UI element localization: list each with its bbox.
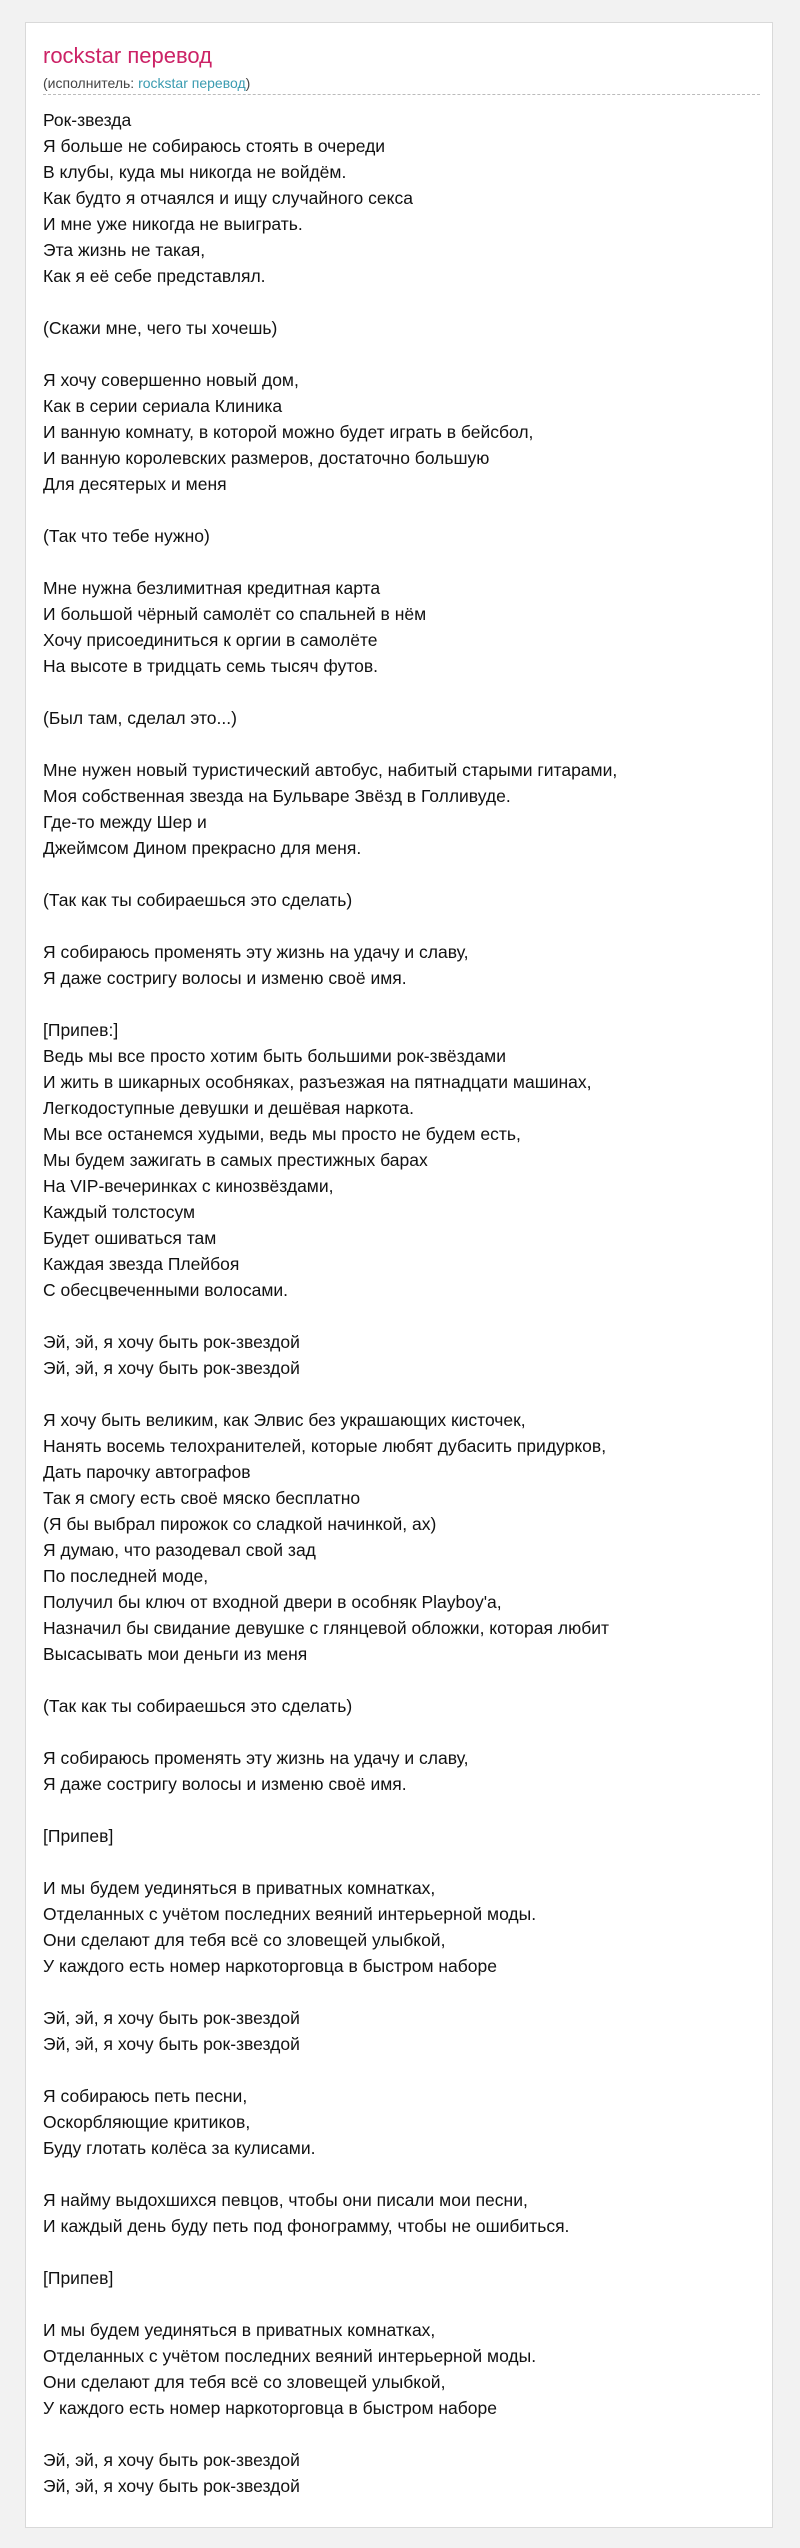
lyrics-line: (Скажи мне, чего ты хочешь) (43, 318, 278, 338)
lyrics-line: Мы будем зажигать в самых престижных барах (43, 1150, 428, 1170)
lyrics-blank-line (43, 1849, 753, 1875)
lyrics-line: Я хочу быть великим, как Элвис без украшающих кисточек, (43, 1410, 526, 1430)
lyrics-line: Оскорбляющие критиков, (43, 2112, 251, 2132)
lyrics-line: [Припев:] (43, 1020, 119, 1040)
lyrics-line: Высасывать мои деньги из меня (43, 1644, 308, 1664)
lyrics-line: И жить в шикарных особняках, разъезжая на пятнадцати машинах, (43, 1072, 592, 1092)
lyrics-blank-line (43, 731, 753, 757)
lyrics-line: Они сделают для тебя всё со зловещей улыбкой, (43, 1930, 446, 1950)
lyrics-line: Эй, эй, я хочу быть рок-звездой (43, 2450, 300, 2470)
lyrics-line: На высоте в тридцать семь тысяч футов. (43, 656, 379, 676)
lyrics-line: Каждая звезда Плейбоя (43, 1254, 240, 1274)
lyrics-line: Эй, эй, я хочу быть рок-звездой (43, 1332, 300, 1352)
lyrics-line: В клубы, куда мы никогда не войдём. (43, 162, 347, 182)
lyrics-line: (Я бы выбрал пирожок со сладкой начинкой, ах) (43, 1514, 437, 1534)
lyrics-line: [Припев] (43, 2268, 114, 2288)
lyrics-line: Ведь мы все просто хотим быть большими рок-звёздами (43, 1046, 506, 1066)
lyrics-line: Для десятерых и меня (43, 474, 227, 494)
lyrics-line: И ванную королевских размеров, достаточно большую (43, 448, 490, 468)
lyrics-line: Мне нужна безлимитная кредитная карта (43, 578, 381, 598)
lyrics-page (25, 22, 773, 2528)
lyrics-blank-line (43, 2239, 753, 2265)
lyrics-line: Эй, эй, я хочу быть рок-звездой (43, 1358, 300, 1378)
lyrics-line: Они сделают для тебя всё со зловещей улыбкой, (43, 2372, 446, 2392)
lyrics-blank-line (43, 549, 753, 575)
lyrics-line: Я хочу совершенно новый дом, (43, 370, 299, 390)
lyrics-blank-line (43, 341, 753, 367)
lyrics-blank-line (43, 289, 753, 315)
lyrics-line: И мы будем уединяться в приватных комнатках, (43, 1878, 436, 1898)
lyrics-line: Рок-звезда (43, 110, 132, 130)
lyrics-line: Эта жизнь не такая, (43, 240, 206, 260)
artist-prefix: (исполнитель: (43, 75, 139, 91)
lyrics-line: Эй, эй, я хочу быть рок-звездой (43, 2008, 300, 2028)
lyrics-line: Я собираюсь променять эту жизнь на удачу и славу, (43, 942, 469, 962)
lyrics-blank-line (43, 913, 753, 939)
lyrics-blank-line (43, 991, 753, 1017)
lyrics-blank-line (43, 2291, 753, 2317)
lyrics-line: Дать парочку автографов (43, 1462, 251, 1482)
lyrics-line: Отделанных с учётом последних веяний интерьерной моды. (43, 1904, 537, 1924)
lyrics-blank-line (43, 2421, 753, 2447)
lyrics-line: Хочу присоединиться к оргии в самолёте (43, 630, 378, 650)
lyrics-body (43, 107, 753, 2499)
lyrics-blank-line (43, 1381, 753, 1407)
lyrics-line: Как я её себе представлял. (43, 266, 266, 286)
lyrics-line: (Так как ты собираешься это сделать) (43, 1696, 353, 1716)
lyrics-line: (Так как ты собираешься это сделать) (43, 890, 353, 910)
lyrics-line: Будет ошиваться там (43, 1228, 217, 1248)
lyrics-blank-line (43, 861, 753, 887)
lyrics-line: Моя собственная звезда на Бульваре Звёзд в Голливуде. (43, 786, 511, 806)
lyrics-line: Назначил бы свидание девушке с глянцевой обложки, которая любит (43, 1618, 610, 1638)
lyrics-blank-line (43, 2057, 753, 2083)
lyrics-blank-line (43, 1797, 753, 1823)
header-divider (43, 94, 760, 95)
lyrics-line: И ванную комнату, в которой можно будет играть в бейсбол, (43, 422, 534, 442)
lyrics-blank-line (43, 2161, 753, 2187)
lyrics-line: Мне нужен новый туристический автобус, набитый старыми гитарами, (43, 760, 618, 780)
lyrics-line: Каждый толстосум (43, 1202, 196, 1222)
lyrics-line: Я собираюсь петь песни, (43, 2086, 248, 2106)
lyrics-line: У каждого есть номер наркоторговца в быстром наборе (43, 1956, 497, 1976)
artist-suffix: ) (245, 75, 251, 91)
lyrics-line: Я даже состригу волосы и изменю своё имя. (43, 968, 407, 988)
lyrics-line: По последней моде, (43, 1566, 209, 1586)
lyrics-line: Эй, эй, я хочу быть рок-звездой (43, 2034, 300, 2054)
lyrics-blank-line (43, 1719, 753, 1745)
artist-line (43, 74, 250, 92)
lyrics-line: Я найму выдохшихся певцов, чтобы они писали мои песни, (43, 2190, 528, 2210)
lyrics-blank-line (43, 1979, 753, 2005)
lyrics-blank-line (43, 1667, 753, 1693)
lyrics-line: Легкодоступные девушки и дешёвая наркота. (43, 1098, 414, 1118)
lyrics-line: И каждый день буду петь под фонограмму, чтобы не ошибиться. (43, 2216, 570, 2236)
lyrics-line: Я собираюсь променять эту жизнь на удачу и славу, (43, 1748, 469, 1768)
lyrics-line: На VIP-вечеринках с кинозвёздами, (43, 1176, 334, 1196)
lyrics-line: Я даже состригу волосы и изменю своё имя. (43, 1774, 407, 1794)
lyrics-line: Как будто я отчаялся и ищу случайного секса (43, 188, 413, 208)
lyrics-line: У каждого есть номер наркоторговца в быстром наборе (43, 2398, 497, 2418)
lyrics-line: Эй, эй, я хочу быть рок-звездой (43, 2476, 300, 2496)
lyrics-line: С обесцвеченными волосами. (43, 1280, 288, 1300)
lyrics-line: Нанять восемь телохранителей, которые любят дубасить придурков, (43, 1436, 607, 1456)
lyrics-line: Джеймсом Дином прекрасно для меня. (43, 838, 362, 858)
lyrics-blank-line (43, 679, 753, 705)
lyrics-line: Как в серии сериала Клиника (43, 396, 283, 416)
lyrics-line: Я думаю, что разодевал свой зад (43, 1540, 316, 1560)
lyrics-line: И мы будем уединяться в приватных комнатках, (43, 2320, 436, 2340)
lyrics-line: Мы все останемся худыми, ведь мы просто не будем есть, (43, 1124, 521, 1144)
lyrics-line: Получил бы ключ от входной двери в особняк Playboy'a, (43, 1592, 502, 1612)
lyrics-line: Я больше не собираюсь стоять в очереди (43, 136, 386, 156)
lyrics-line: (Был там, сделал это...) (43, 708, 237, 728)
lyrics-line: (Так что тебе нужно) (43, 526, 210, 546)
song-title: rockstar перевод (43, 43, 212, 68)
lyrics-blank-line (43, 1303, 753, 1329)
lyrics-line: Буду глотать колёса за кулисами. (43, 2138, 316, 2158)
artist-link[interactable]: rockstar перевод (138, 75, 246, 91)
lyrics-line: Где-то между Шер и (43, 812, 207, 832)
lyrics-line: Так я смогу есть своё мяско бесплатно (43, 1488, 361, 1508)
lyrics-line: И мне уже никогда не выиграть. (43, 214, 303, 234)
lyrics-line: Отделанных с учётом последних веяний интерьерной моды. (43, 2346, 537, 2366)
lyrics-line: И большой чёрный самолёт со спальней в нём (43, 604, 427, 624)
lyrics-blank-line (43, 497, 753, 523)
lyrics-line: [Припев] (43, 1826, 114, 1846)
